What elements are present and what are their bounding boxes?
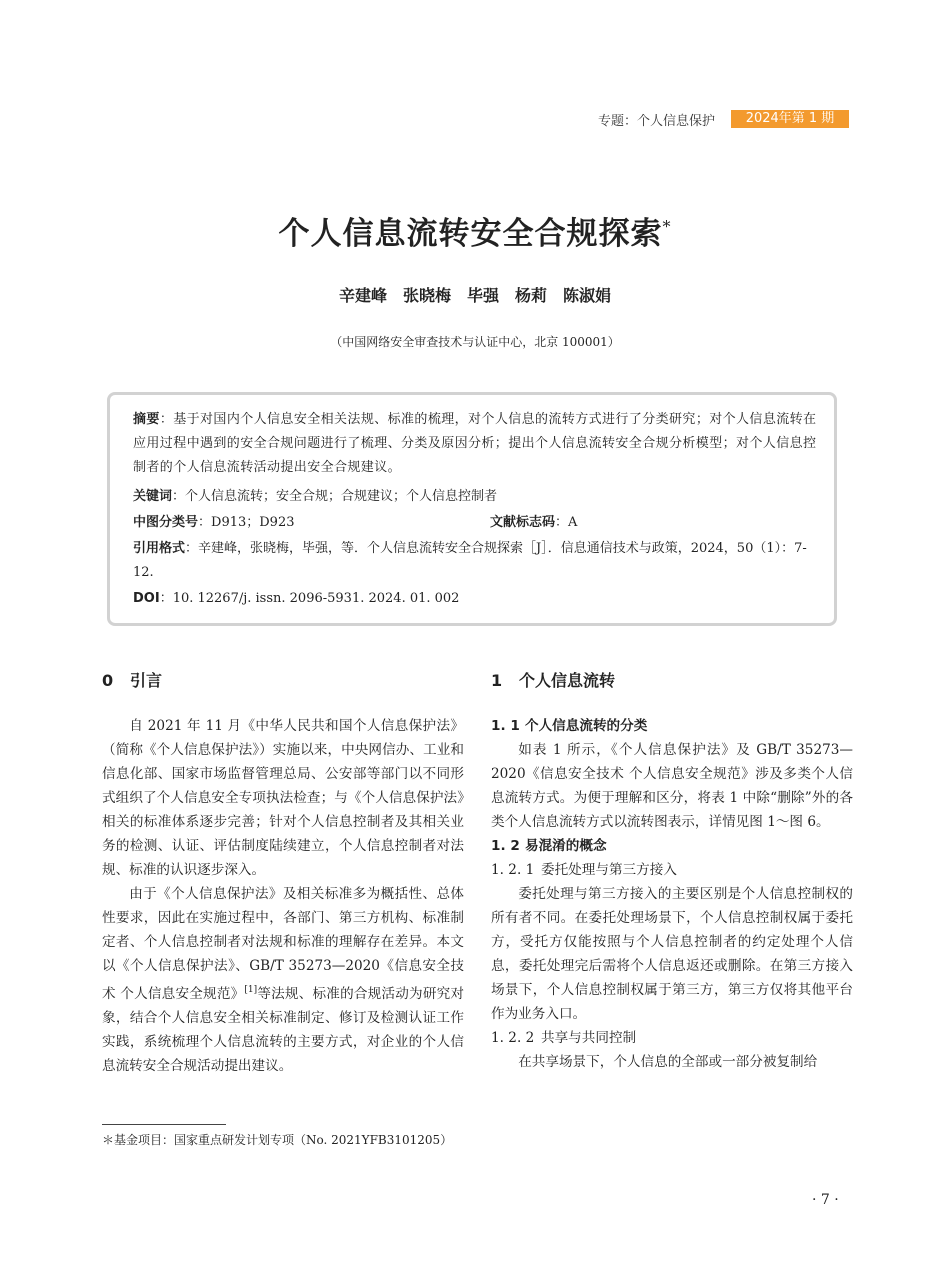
subsection-heading: 1. 2 易混淆的概念 [491, 838, 607, 854]
paragraph: 委托处理与第三方接入的主要区别是个人信息控制权的所有者不同。在委托处理场景下，个人信息控制权属于委托方，受托方仅能按照与个人信息控制者的约定处理个人信息，委托处理完后需将个人信息返还或删除。在第三方接入场景下，个人信息控制权属于第三方，第三方仅将其他平台作为业务入口。 [491, 886, 853, 1022]
doi: DOI：10. 12267/j. issn. 2096-5931. 2024. 01. 002 [133, 591, 460, 606]
right-column [491, 668, 853, 1074]
footnote-divider [102, 1124, 226, 1125]
paper-title: 个人信息流转安全合规探索* [278, 216, 672, 252]
footnote: ＊基金项目：国家重点研发计划专项（No. 2021YFB3101205） [102, 1133, 453, 1147]
section-heading: 1 个人信息流转 [491, 671, 616, 690]
issue-badge: 2024年第 1 期 [731, 110, 849, 128]
keywords: 关键词：个人信息流转；安全合规；合规建议；个人信息控制者 [133, 489, 498, 504]
document-code: 文献标志码：A [490, 515, 578, 530]
page-number: · 7 · [812, 1192, 839, 1208]
journal-topic: 专题：个人信息保护 [598, 114, 716, 129]
paragraph: 自 2021 年 11 月《中华人民共和国个人信息保护法》（简称《个人信息保护法》）实施以来，中央网信办、工业和信息化部、国家市场监督管理总局、公安部等部门以不同形式组织了个人信息安全专项执法检查；与《个人信息保护法》相关的标准体系逐步完善；针对个人信息控制者及其相关业务的检测、认证、评估制度陆续建立，个人信息控制者对法规、标准的认识逐步深入。 [102, 718, 464, 878]
subsubsection-heading: 1. 2. 1 委托处理与第三方接入 [491, 862, 677, 878]
section-heading: 0 引言 [102, 671, 163, 690]
paragraph: 由于《个人信息保护法》及相关标准多为概括性、总体性要求，因此在实施过程中，各部门、第三方机构、标准制定者、个人信息控制者对法规和标准的理解存在差异。本文以《个人信息保护法》、GB/T 35273—2020《信息安全技术 个人信息安全规范》[1]等法规、标准的合规活动为研究对象，结合个人信息安全相关标准制定、修订及检测认证工作实践，系统梳理个人信息流转的主要方式，对企业的个人信息流转安全合规活动提出建议。 [102, 886, 464, 1074]
paragraph: 在共享场景下，个人信息的全部或一部分被复制给 [518, 1054, 818, 1070]
abstract: 摘要：基于对国内个人信息安全相关法规、标准的梳理，对个人信息的流转方式进行了分类研究；对个人信息流转在应用过程中遇到的安全合规问题进行了梳理、分类及原因分析；提出个人信息流转安全合规分析模型；对个人信息控制者的个人信息流转活动提出安全合规建议。 [133, 412, 817, 475]
citation: 引用格式：辛建峰，张晓梅，毕强，等．个人信息流转安全合规探索［J］．信息通信技术与政策，2024，50（1）：7-12. [133, 541, 807, 580]
authors: 辛建峰 张晓梅 毕强 杨莉 陈淑娟 [338, 286, 611, 305]
affiliation: （中国网络安全审查技术与认证中心，北京 100001） [330, 335, 620, 349]
subsection-heading: 1. 1 个人信息流转的分类 [491, 718, 648, 734]
left-column [102, 668, 464, 1078]
subsubsection-heading: 1. 2. 2 共享与共同控制 [491, 1030, 637, 1046]
paragraph: 如表 1 所示，《个人信息保护法》及 GB/T 35273—2020《信息安全技术 个人信息安全规范》涉及多类个人信息流转方式。为便于理解和区分，将表 1 中除“删除”外的各类个人信息流转方式以流转图表示，详情见图 1～图 6。 [491, 742, 853, 830]
clc-number: 中图分类号：D913；D923 [133, 515, 295, 530]
